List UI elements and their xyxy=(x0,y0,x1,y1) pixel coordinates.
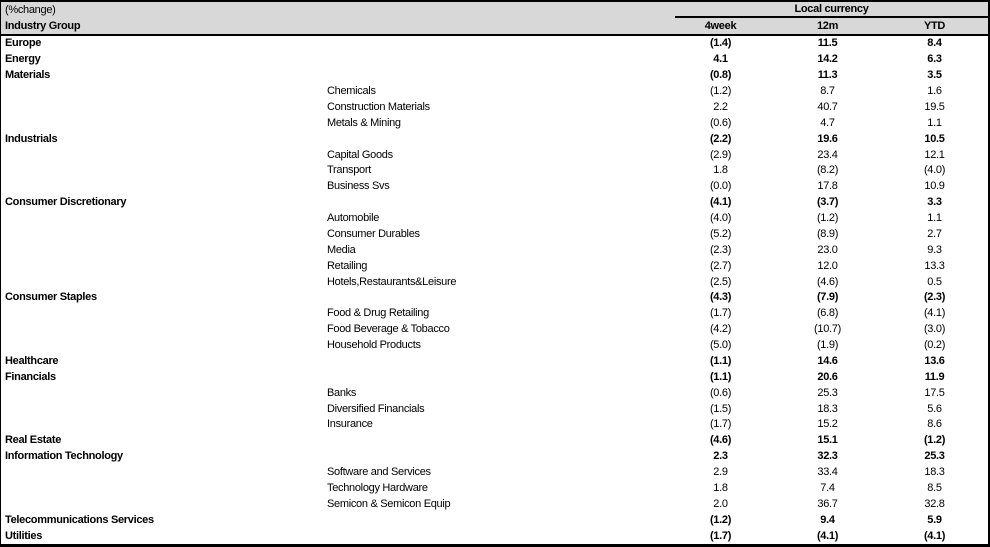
table-row xyxy=(1,274,988,290)
value-4week: 2.2 xyxy=(713,100,728,113)
value-12m: 23.4 xyxy=(817,148,838,161)
value-ytd: (4.1) xyxy=(923,529,946,542)
value-4week: (1.2) xyxy=(709,85,732,98)
table-row xyxy=(1,100,988,116)
value-4week: (1.7) xyxy=(709,307,732,320)
table-row xyxy=(1,115,988,131)
table-row xyxy=(1,68,988,84)
industry-label: Financials xyxy=(5,370,56,383)
industry-label: Telecommunications Services xyxy=(5,513,154,526)
value-ytd: 8.5 xyxy=(927,481,942,494)
industry-label: Food Beverage & Tobacco xyxy=(327,323,450,336)
industry-label: Banks xyxy=(327,386,357,399)
value-4week: 1.8 xyxy=(713,164,728,177)
value-ytd: 5.6 xyxy=(927,402,942,415)
value-4week: (2.5) xyxy=(709,275,732,288)
industry-label: Materials xyxy=(5,69,50,82)
value-12m: 33.4 xyxy=(817,466,838,479)
table-row xyxy=(1,512,988,528)
industry-label: Technology Hardware xyxy=(327,481,428,494)
table-row xyxy=(1,322,988,338)
value-12m: 19.6 xyxy=(817,132,838,145)
value-ytd: 1.6 xyxy=(927,85,942,98)
table-row xyxy=(1,369,988,385)
table-row xyxy=(1,84,988,100)
value-12m: (10.7) xyxy=(814,323,841,336)
value-ytd: 10.5 xyxy=(924,132,945,145)
value-4week: (4.3) xyxy=(709,291,732,304)
value-4week: (0.0) xyxy=(709,180,732,193)
value-4week: (4.0) xyxy=(709,212,732,225)
table-row xyxy=(1,179,988,195)
value-4week: (5.2) xyxy=(709,227,732,240)
table-row xyxy=(1,338,988,354)
industry-label: Industrials xyxy=(5,132,58,145)
value-12m: (4.6) xyxy=(816,275,839,288)
industry-label: Consumer Discretionary xyxy=(5,196,127,209)
value-12m: (8.9) xyxy=(816,227,839,240)
table-row xyxy=(1,290,988,306)
table-row xyxy=(1,36,988,52)
value-12m: (1.9) xyxy=(816,339,839,352)
value-4week: (1.1) xyxy=(709,370,732,383)
value-4week: (1.4) xyxy=(709,37,732,50)
value-12m: 20.6 xyxy=(817,370,838,383)
table-row xyxy=(1,163,988,179)
value-4week: (2.3) xyxy=(709,243,732,256)
value-12m: 15.2 xyxy=(817,418,838,431)
table-row xyxy=(1,52,988,68)
industry-label: Diversified Financials xyxy=(327,402,425,415)
industry-label: Business Svs xyxy=(327,180,390,193)
industry-label: Real Estate xyxy=(5,434,62,447)
table-row xyxy=(1,449,988,465)
value-ytd: 8.6 xyxy=(927,418,942,431)
value-4week: (1.5) xyxy=(709,402,732,415)
column-header-4week: 4week xyxy=(704,19,737,32)
value-ytd: 18.3 xyxy=(924,466,945,479)
table-row xyxy=(1,306,988,322)
table-row xyxy=(1,147,988,163)
industry-label: Energy xyxy=(5,53,41,66)
value-12m: (3.7) xyxy=(816,196,839,209)
value-12m: (4.1) xyxy=(816,529,839,542)
table-row xyxy=(1,417,988,433)
industry-label: Automobile xyxy=(327,212,380,225)
value-ytd: 6.3 xyxy=(927,53,942,66)
value-ytd: 3.3 xyxy=(927,196,942,209)
value-4week: (2.2) xyxy=(709,132,732,145)
table-row xyxy=(1,242,988,258)
value-ytd: 8.4 xyxy=(927,37,942,50)
industry-label: Food & Drug Retailing xyxy=(327,307,429,320)
table-row xyxy=(1,401,988,417)
value-4week: (1.7) xyxy=(709,418,732,431)
value-4week: (5.0) xyxy=(709,339,732,352)
value-4week: (1.7) xyxy=(709,529,732,542)
value-ytd: 5.9 xyxy=(927,513,942,526)
industry-label: Utilities xyxy=(5,529,43,542)
value-4week: (1.2) xyxy=(709,513,732,526)
currency-group-header: Local currency xyxy=(675,2,988,18)
column-header-ytd: YTD xyxy=(923,19,946,32)
value-ytd: (1.2) xyxy=(923,434,946,447)
value-4week: (4.2) xyxy=(709,323,732,336)
value-4week: 2.9 xyxy=(713,466,728,479)
value-ytd: 3.5 xyxy=(927,69,942,82)
industry-label: Metals & Mining xyxy=(327,116,401,129)
industry-label: Capital Goods xyxy=(327,148,393,161)
value-4week: (0.6) xyxy=(709,386,732,399)
value-12m: 15.1 xyxy=(817,434,838,447)
value-4week: 2.3 xyxy=(713,450,728,463)
value-12m: (1.2) xyxy=(816,212,839,225)
value-12m: 14.2 xyxy=(817,53,838,66)
table-row xyxy=(1,227,988,243)
value-ytd: 0.5 xyxy=(927,275,942,288)
industry-label: Consumer Durables xyxy=(327,227,420,240)
value-ytd: 2.7 xyxy=(927,227,942,240)
value-4week: (1.1) xyxy=(709,354,732,367)
value-ytd: (4.0) xyxy=(923,164,946,177)
industry-label: Household Products xyxy=(327,339,421,352)
table-row xyxy=(1,211,988,227)
value-4week: 4.1 xyxy=(713,53,728,66)
industry-label: Chemicals xyxy=(327,85,376,98)
table-row xyxy=(1,385,988,401)
value-4week: (0.6) xyxy=(709,116,732,129)
value-12m: (8.2) xyxy=(816,164,839,177)
value-12m: (6.8) xyxy=(816,307,839,320)
value-12m: 11.3 xyxy=(817,69,838,82)
value-12m: 23.0 xyxy=(817,243,838,256)
value-ytd: 25.3 xyxy=(924,450,945,463)
industry-label: Hotels,Restaurants&Leisure xyxy=(327,275,457,288)
industry-label: Europe xyxy=(5,37,42,50)
table-row xyxy=(1,528,988,544)
value-ytd: 12.1 xyxy=(924,148,945,161)
value-12m: 9.4 xyxy=(820,513,835,526)
table-row xyxy=(1,131,988,147)
value-4week: (4.6) xyxy=(709,434,732,447)
value-12m: 14.6 xyxy=(817,354,838,367)
percent-change-label: (%change) xyxy=(5,3,56,16)
value-4week: (0.8) xyxy=(709,69,732,82)
value-ytd: 17.5 xyxy=(924,386,945,399)
industry-label: Software and Services xyxy=(327,466,431,479)
value-ytd: 10.9 xyxy=(924,180,945,193)
industry-label: Transport xyxy=(327,164,371,177)
value-4week: (2.7) xyxy=(709,259,732,272)
table-row xyxy=(1,354,988,370)
value-12m: 25.3 xyxy=(817,386,838,399)
value-4week: (4.1) xyxy=(709,196,732,209)
value-12m: 18.3 xyxy=(817,402,838,415)
value-4week: 2.0 xyxy=(713,497,728,510)
value-12m: 7.4 xyxy=(820,481,835,494)
value-ytd: (0.2) xyxy=(923,339,946,352)
value-ytd: 11.9 xyxy=(924,370,945,383)
table-row xyxy=(1,258,988,274)
value-12m: 36.7 xyxy=(817,497,838,510)
value-ytd: 1.1 xyxy=(927,116,942,129)
industry-label: Construction Materials xyxy=(327,100,430,113)
value-ytd: 13.6 xyxy=(924,354,945,367)
header-row-columns xyxy=(1,18,988,34)
table-header xyxy=(1,2,988,36)
value-4week: (2.9) xyxy=(709,148,732,161)
industry-label: Consumer Staples xyxy=(5,291,97,304)
value-12m: 17.8 xyxy=(817,180,838,193)
table-row xyxy=(1,496,988,512)
industry-group-header: Industry Group xyxy=(5,19,81,32)
value-ytd: 1.1 xyxy=(927,212,942,225)
value-ytd: 9.3 xyxy=(927,243,942,256)
value-12m: 32.3 xyxy=(817,450,838,463)
value-12m: 12.0 xyxy=(817,259,838,272)
value-12m: 11.5 xyxy=(817,37,838,50)
value-ytd: (4.1) xyxy=(923,307,946,320)
value-ytd: (2.3) xyxy=(923,291,946,304)
value-ytd: 19.5 xyxy=(924,100,945,113)
value-ytd: 32.8 xyxy=(924,497,945,510)
industry-label: Information Technology xyxy=(5,450,123,463)
value-12m: 8.7 xyxy=(820,85,835,98)
industry-label: Healthcare xyxy=(5,354,59,367)
table-row xyxy=(1,195,988,211)
header-row-currency xyxy=(1,2,988,18)
industry-label: Retailing xyxy=(327,259,368,272)
value-12m: 4.7 xyxy=(820,116,835,129)
value-ytd: (3.0) xyxy=(923,323,946,336)
table-row xyxy=(1,465,988,481)
column-header-12m: 12m xyxy=(816,19,839,32)
table-row xyxy=(1,481,988,497)
value-12m: (7.9) xyxy=(816,291,839,304)
industry-label: Semicon & Semicon Equip xyxy=(327,497,451,510)
industry-label: Insurance xyxy=(327,418,373,431)
value-ytd: 13.3 xyxy=(924,259,945,272)
industry-label: Media xyxy=(327,243,356,256)
table-row xyxy=(1,433,988,449)
value-12m: 40.7 xyxy=(817,100,838,113)
value-4week: 1.8 xyxy=(713,481,728,494)
table-body xyxy=(1,36,988,544)
